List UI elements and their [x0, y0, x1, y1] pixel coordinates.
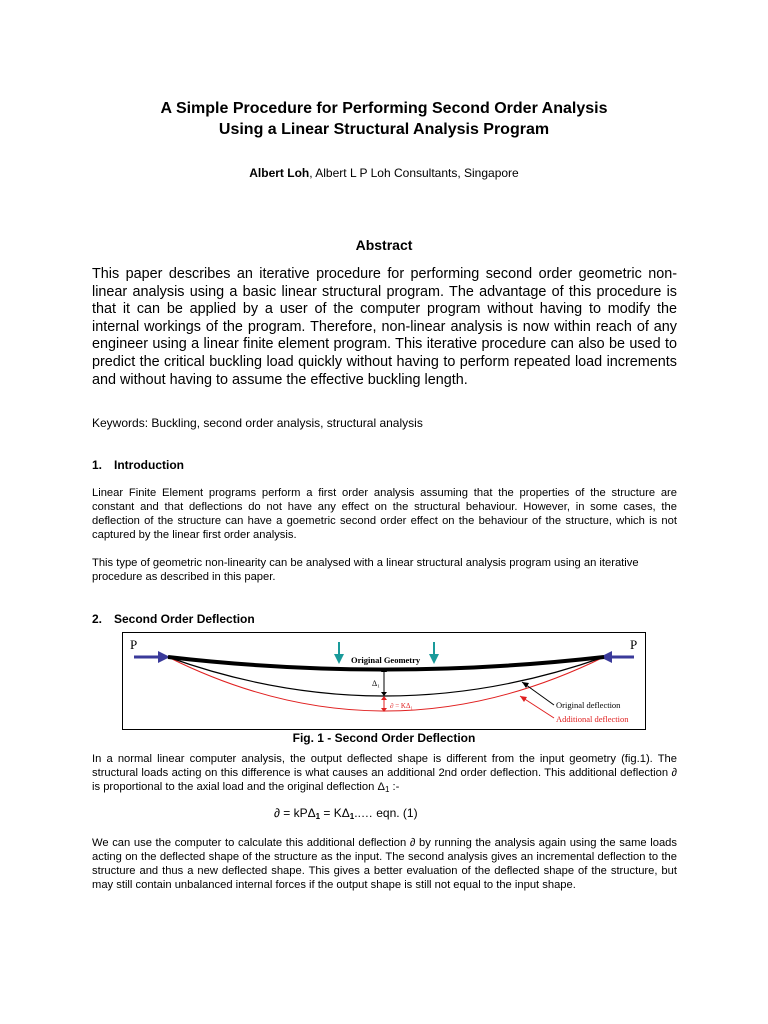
abstract-body: This paper describes an iterative procedure for performing second order geometric non-linear analysis using a basic linear structural program. The advantage of this procedure is that it can be applied by a user of the computer program without having to modify the internal workings of the program. Therefore, non-linear analysis is now within reach of any engineer using a linear finite element program. This iterative procedure can also be used to predict the critical buckling load quickly without having to perform repeated load increments and without having to assume the effective buckling length. [92, 266, 677, 388]
partial-label: ∂ = KΔ₁ [390, 702, 413, 710]
section-1-number: 1. [92, 458, 103, 472]
load-label-left: P [130, 637, 138, 652]
keywords: Keywords: Buckling, second order analysis, structural analysis [92, 416, 423, 430]
eq-part-b: = KΔ [320, 806, 350, 820]
additional-deflection-label: Additional deflection [556, 714, 629, 724]
eq-part-c: ..… eqn. (1) [354, 806, 418, 820]
abstract-heading: Abstract [355, 237, 413, 253]
section-2-title: Second Order Deflection [114, 612, 255, 626]
s2p1-text-a: In a normal linear computer analysis, the output deflected shape is different from the input geometry (fig.1). The structural loads acting on this difference is what causes an additional 2nd order deflection. This additional deflection [92, 753, 677, 779]
section-2-number: 2. [92, 612, 103, 626]
s2p2-text-b: by running the analysis again using the same loads acting on the deflected shape of the structure as the input. The second analysis gives an incremental deflection to the structure and thus a new deflected shape. This gives a better evaluation of the deflected shape of the structure, but may still contain unbalanced internal forces if the output shape is still not equal to the input shape. [92, 837, 677, 891]
original-deflection-label: Original deflection [556, 700, 621, 710]
title-line-2: Using a Linear Structural Analysis Program [218, 121, 550, 138]
author-name: Albert Loh [249, 166, 310, 180]
load-label-right: P [630, 637, 638, 652]
delta-subscript: 1 [384, 785, 390, 794]
author-affiliation: , Albert L P Loh Consultants, Singapore [309, 166, 519, 180]
section-2-paragraph-1 [92, 752, 677, 795]
original-geometry-label: Original Geometry [351, 655, 421, 665]
section-1-paragraph-2: This type of geometric non-linearity can be analysed with a linear structural analysis program using an iterative procedure as described in this paper. [92, 557, 639, 583]
paper-title [0, 98, 768, 140]
delta-symbol: Δ [377, 781, 385, 793]
section-1-title: Introduction [114, 458, 184, 472]
section-1-heading [92, 458, 184, 472]
section-1-paragraph-1: Linear Finite Element programs perform a first order analysis assuming that the properties of the structure are constant and that deflections do not have any effect on the structural behaviour. However, in some cases, the deflection of the structure can have a goemetric second order effect on the behaviour of the structure, which is not captured by the linear first order analysis. [92, 487, 677, 541]
equation-1 [274, 806, 418, 820]
title-line-1: A Simple Procedure for Performing Second Order Analysis [160, 100, 608, 117]
delta1-label: Δ₁ [372, 679, 380, 688]
eq-sub-1: 1 [315, 812, 321, 821]
eq-part-a: ∂ = kPΔ [274, 806, 316, 820]
s2p2-text-a: We can use the computer to calculate this additional deflection [92, 837, 410, 849]
section-2-heading [92, 612, 255, 626]
second-order-deflection-figure [122, 632, 646, 730]
eq-sub-2: 1 [349, 812, 355, 821]
s2p1-text-c: :- [389, 781, 400, 793]
s2p1-text-b: is proportional to the axial load and the original deflection [92, 781, 378, 793]
figure-caption: Fig. 1 - Second Order Deflection [292, 731, 476, 745]
author-line [0, 166, 768, 180]
partial-symbol-2: ∂ [409, 837, 416, 849]
section-2-paragraph-2 [92, 836, 677, 892]
partial-symbol: ∂ [671, 767, 677, 779]
